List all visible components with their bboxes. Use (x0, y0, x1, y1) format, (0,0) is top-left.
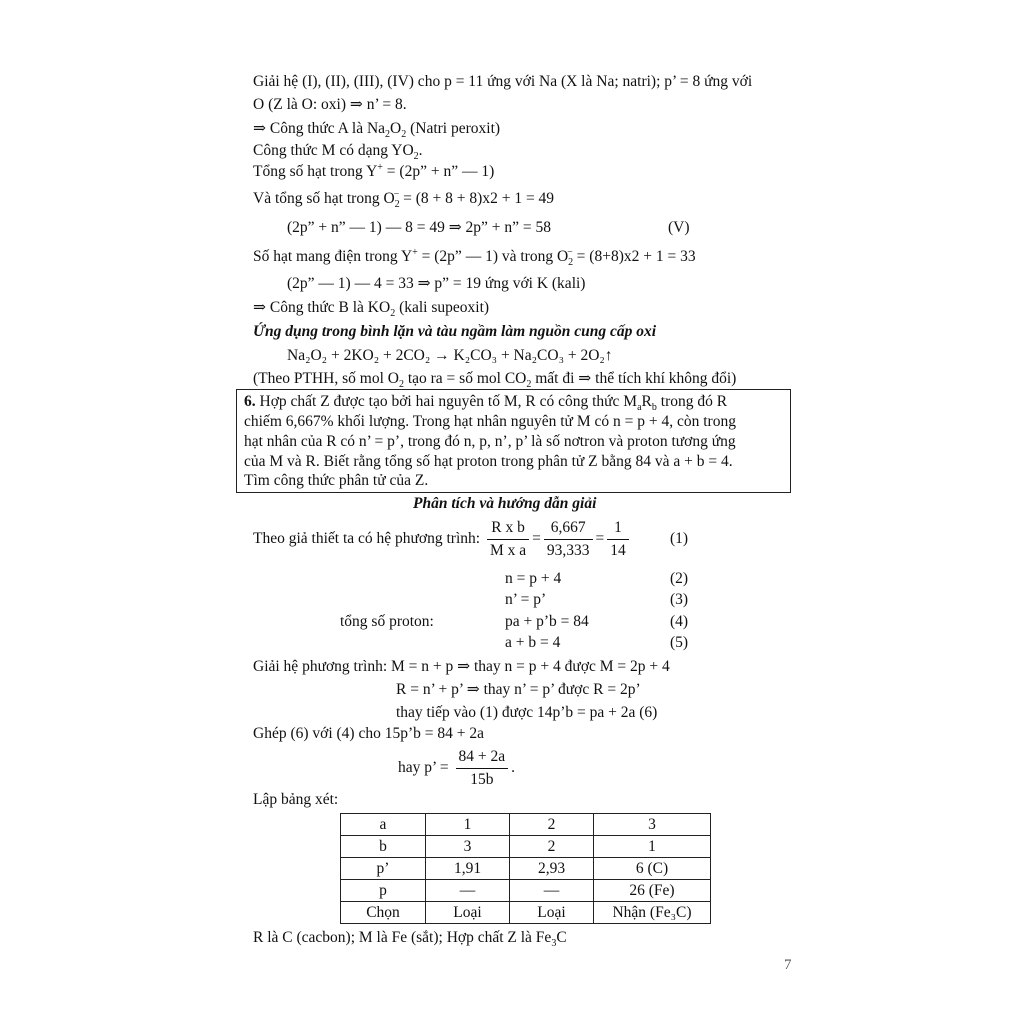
problem-line: 6. Hợp chất Z được tạo bởi hai nguyên tố M, R có công thức $M_aR_b$ trong đó R (244, 393, 728, 414)
problem-line: chiếm 6,667% khối lượng. Trong hạt nhân nguyên tử M có n = p + 4, còn trong (244, 413, 736, 430)
text-line: Tổng số hạt trong Y+ = (2p” + n” — 1) (253, 161, 495, 180)
fraction: $\frac{1}{14}$ (607, 518, 629, 561)
equation-p-prime: hay p’ = $\frac{84 + 2a}{15b}$ . (398, 747, 516, 788)
equation: (2p” + n” — 1) — 8 = 49 ⇒ 2p” + n” = 58 (287, 219, 552, 236)
label: tổng số proton: (340, 613, 434, 630)
text-line: O (Z là O: oxi) ⇒ n’ = 8. (253, 96, 407, 113)
subheading: Ứng dụng trong bình lặn và tàu ngầm làm nguồn cung cấp oxi (253, 323, 657, 340)
table-cell: Loại (510, 902, 594, 924)
table-cell: 2 (510, 814, 594, 836)
problem-box (236, 389, 791, 493)
equation-tag: (3) (670, 591, 689, 608)
table-cell: 3 (426, 836, 510, 858)
fraction: $\frac{\text{R x b}}{\text{M x a}}$ (487, 518, 529, 561)
problem-line: của M và R. Biết rằng tổng số hạt proton trong phân tử Z bằng 84 và a + b = 4. (244, 453, 733, 470)
table-title: Lập bảng xét: (253, 791, 339, 808)
equation-tag: (V) (668, 219, 690, 236)
problem-line: Tìm công thức phân tử của Z. (244, 472, 429, 489)
conclusion: R là C (cacbon); M là Fe (sắt); Hợp chất Z là $Fe_3C$ (253, 929, 567, 950)
table-cell: 1 (426, 814, 510, 836)
table-row (341, 836, 711, 858)
text-line: Công thức M có dạng $YO_2$. (253, 142, 423, 163)
table-cell: 2,93 (510, 858, 594, 880)
table-cell: 26 (Fe) (594, 880, 711, 902)
table-cell: p (341, 880, 426, 902)
table-row (341, 814, 711, 836)
table-cell: Loại (426, 902, 510, 924)
table-cell: 3 (594, 814, 711, 836)
table-cell: — (426, 880, 510, 902)
equation-tag: (5) (670, 634, 689, 651)
table-row (341, 880, 711, 902)
table-cell: 1 (594, 836, 711, 858)
equation: pa + p’b = 84 (505, 613, 589, 630)
table-cell: 6 (C) (594, 858, 711, 880)
page-number: 7 (784, 957, 792, 973)
equation-1: Theo giả thiết ta có hệ phương trình: $\frac{\text{R x b}}{\text{M x a}}$ = $\frac{6,667}{93,333}$ = $\frac{1}{14}$ (253, 517, 632, 561)
text-line: Giải hệ (I), (II), (III), (IV) cho p = 11 ứng với Na (X là Na; natri); p’ = 8 ứng với (253, 73, 753, 90)
table-row (341, 858, 711, 880)
equation: n’ = p’ (505, 591, 547, 608)
equation-tag: (1) (670, 530, 689, 547)
text-line: ⇒ Công thức A là $Na_2O_2$ (Natri peroxit) (253, 120, 501, 141)
table-cell: Chọn (341, 902, 426, 924)
text-line: Và tổng số hạt trong $O_2^- = (8 + 8 + 8)x2 + 1 = 49$ (253, 188, 555, 211)
text-line: Ghép (6) với (4) cho 15p’b = 84 + 2a (253, 725, 485, 742)
table-cell: Nhận (Fe₃C) (594, 902, 711, 924)
text-line: Giải hệ phương trình: M = n + p ⇒ thay n = p + 4 được M = 2p + 4 (253, 658, 670, 675)
equation-tag: (2) (670, 570, 689, 587)
table-cell: a (341, 814, 426, 836)
table-cell: — (510, 880, 594, 902)
fraction: $\frac{84 + 2a}{15b}$ (456, 747, 509, 790)
reaction-equation: Na₂O₂ + 2KO₂ + 2CO₂ → K₂CO₃ + Na₂CO₃ + 2O₂↑ (287, 347, 613, 364)
text-line: ⇒ Công thức B là $KO_2$ (kali supeoxit) (253, 299, 490, 320)
fraction: $\frac{6,667}{93,333}$ (544, 518, 593, 561)
equation: (2p” — 1) — 4 = 33 ⇒ p” = 19 ứng với K (kali) (287, 275, 586, 292)
text-line: thay tiếp vào (1) được 14p’b = pa + 2a (6) (396, 704, 658, 721)
text-line: Số hạt mang điện trong Y+ = (2p” — 1) và trong $O_2^- = (8+8)x2 + 1 = 33$ (253, 246, 696, 269)
text-line: R = n’ + p’ ⇒ thay n’ = p’ được R = 2p’ (396, 681, 641, 698)
equation: a + b = 4 (505, 634, 561, 651)
analysis-table (340, 813, 711, 924)
problem-line: hạt nhân của R có n’ = p’, trong đó n, p, n’, p’ là số nơtron và proton tương ứng (244, 433, 736, 450)
table-cell: 1,91 (426, 858, 510, 880)
text-line: (Theo PTHH, số mol $O_2$ tạo ra = số mol $CO_2$ mất đi ⇒ thể tích khí không đổi) (253, 370, 737, 391)
equation-tag: (4) (670, 613, 689, 630)
solution-heading: Phân tích và hướng dẫn giải (413, 495, 597, 512)
table-cell: p’ (341, 858, 426, 880)
table-cell: 2 (510, 836, 594, 858)
equation: n = p + 4 (505, 570, 562, 587)
table-cell: b (341, 836, 426, 858)
table-row (341, 902, 711, 924)
